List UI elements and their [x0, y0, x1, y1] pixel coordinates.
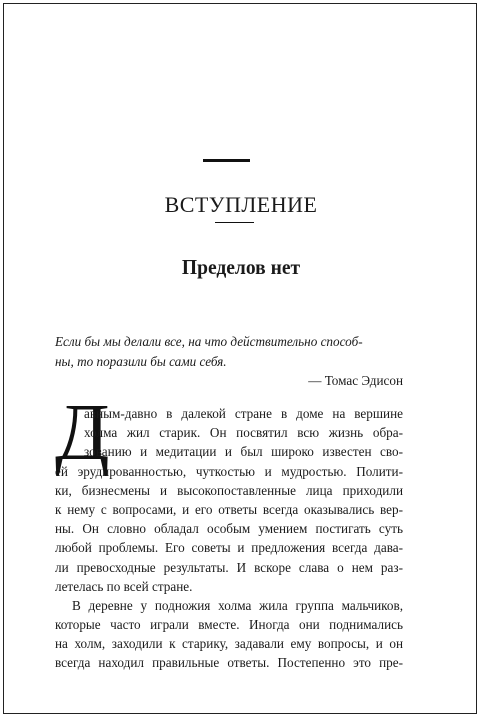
chapter-title: Пределов нет	[181, 255, 301, 279]
chapter-label-underline	[215, 222, 254, 223]
body-line: авным-давно в далекой стране в доме на вершине	[84, 406, 403, 421]
body-line: ны. Он словно обладал особым умением постигать суть	[55, 521, 403, 537]
epigraph-line: ны, то поразили бы сами себя.	[55, 353, 227, 369]
body-line: холма жил старик. Он посвятил всю жизнь обра-	[84, 425, 403, 441]
epigraph-author: — Томас Эдисон	[308, 373, 403, 388]
body-line: В деревне у подножия холма жила группа мальчиков,	[72, 597, 403, 613]
drop-cap: Д	[55, 389, 110, 477]
body-line: ки, бизнесмены и высокопоставленные лица приходили	[55, 482, 403, 498]
body-line: ли превосходные результаты. И вскоре слава о нем раз-	[55, 559, 403, 575]
chapter-top-rule	[203, 159, 250, 162]
body-line: к нему с вопросами, и его ответы всегда оказывались вер-	[55, 501, 403, 517]
body-line: летелась по всей стране.	[55, 578, 193, 594]
body-text	[55, 404, 403, 673]
epigraph	[55, 332, 403, 391]
body-line: ей эрудированностью, чуткостью и мудростью. Полити-	[55, 463, 403, 479]
body-line: любой проблемы. Его советы и предложения всегда дава-	[55, 540, 403, 556]
chapter-label: ВСТУПЛЕНИЕ	[164, 192, 318, 217]
epigraph-line: Если бы мы делали все, на что действительно способ-	[55, 334, 363, 349]
body-line: всегда находил правильные ответы. Постепенно это пре-	[55, 655, 403, 671]
body-line: которые часто играли вместе. Иногда они поднимались	[55, 617, 403, 633]
body-line: на холм, заходили к старику, задавали ему вопросы, и он	[55, 636, 403, 652]
body-line: зованию и медитации и был широко известен сво-	[84, 444, 403, 460]
